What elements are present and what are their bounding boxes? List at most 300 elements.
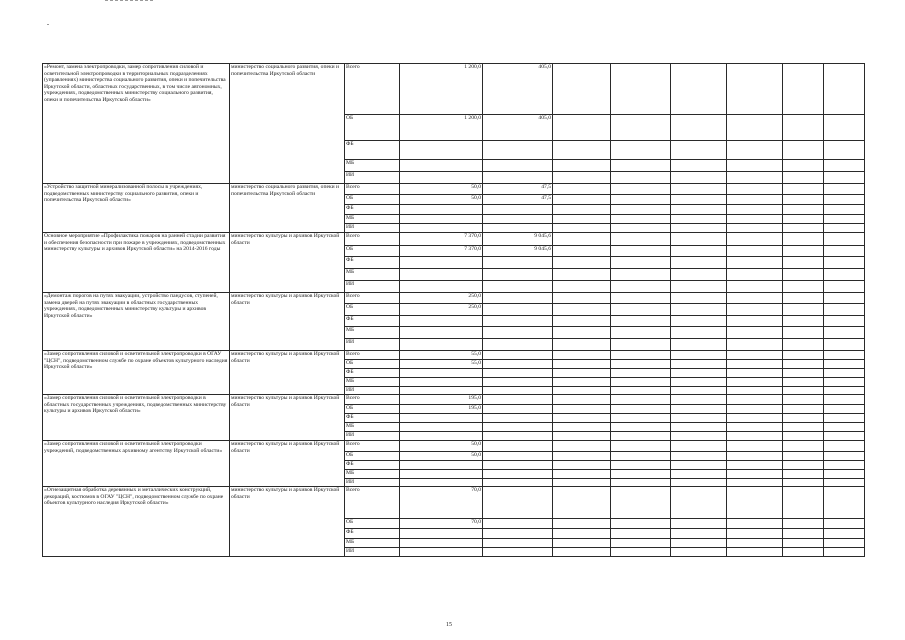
executor: министерство культуры и архивов Иркутской области [230,351,345,395]
event-description: «Замер сопротивления силовой и осветительной электропроводки в ОГАУ "ЦСН", подведомственном службе по охране объектов культурного наследия Иркутской области» [43,351,230,395]
empty-cell [611,64,671,115]
empty-cell [553,233,611,246]
empty-cell [671,414,727,423]
amount-actual [483,160,553,172]
amount-actual [483,487,553,519]
funding-source: Всего [345,233,400,246]
empty-cell [553,115,611,141]
amount-planned [400,479,483,487]
amount-actual [483,387,553,395]
amount-actual [483,172,553,184]
empty-cell [727,519,783,529]
funding-source: МБ [345,160,400,172]
empty-cell [671,539,727,548]
empty-cell [553,378,611,387]
empty-cell [824,414,865,423]
empty-cell [824,387,865,395]
empty-cell [671,233,727,246]
empty-cell [611,195,671,205]
empty-cell [611,360,671,369]
empty-cell [553,184,611,195]
empty-cell [671,423,727,432]
empty-cell [783,369,824,378]
funding-source: ИИ [345,224,400,233]
amount-actual [483,339,553,351]
empty-cell [553,195,611,205]
amount-planned [400,369,483,378]
empty-cell [611,246,671,257]
empty-cell [671,432,727,441]
empty-cell [824,224,865,233]
funding-source: Всего [345,441,400,452]
empty-cell [671,224,727,233]
table-row [43,487,865,519]
empty-cell [783,115,824,141]
funding-source: ФБ [345,529,400,539]
empty-cell [671,215,727,224]
empty-cell [824,195,865,205]
amount-actual: 47,5 [483,195,553,205]
amount-planned: 1 200,0 [400,115,483,141]
empty-cell [824,160,865,172]
empty-cell [783,548,824,557]
empty-cell [783,479,824,487]
empty-cell [824,378,865,387]
empty-cell [671,470,727,479]
funding-source: ИИ [345,281,400,293]
empty-cell [824,441,865,452]
funding-source: ФБ [345,369,400,378]
empty-cell [783,441,824,452]
empty-cell [611,405,671,414]
amount-planned [400,205,483,215]
amount-planned [400,160,483,172]
empty-cell [727,461,783,470]
empty-cell [783,519,824,529]
empty-cell [553,487,611,519]
empty-cell [824,487,865,519]
amount-actual: 9 045,6 [483,246,553,257]
empty-cell [824,172,865,184]
empty-cell [727,487,783,519]
empty-cell [553,369,611,378]
amount-planned: 1 200,0 [400,64,483,115]
empty-cell [727,414,783,423]
funding-source: ОБ [345,519,400,529]
empty-cell [824,461,865,470]
empty-cell [671,378,727,387]
empty-cell [824,269,865,281]
amount-planned: 7 370,0 [400,246,483,257]
empty-cell [824,316,865,327]
empty-cell [783,269,824,281]
funding-source: ИИ [345,548,400,557]
empty-cell [824,246,865,257]
empty-cell [553,215,611,224]
empty-cell [671,369,727,378]
amount-planned: 250,0 [400,304,483,316]
amount-planned: 55,0 [400,351,483,360]
funding-source: ОБ [345,360,400,369]
empty-cell [611,327,671,339]
event-description: «Демонтаж порогов на путях эвакуации, устройство пандусов, ступеней, замена дверей на путях эвакуации в областных государственных учреждениях, подведомственных министерству культуры и архивов Иркутской области» [43,293,230,351]
amount-actual [483,423,553,432]
empty-cell [611,487,671,519]
empty-cell [824,432,865,441]
empty-cell [611,172,671,184]
empty-cell [727,351,783,360]
executor: министерство культуры и архивов Иркутской области [230,487,345,557]
empty-cell [727,529,783,539]
scan-artifact-dot [47,24,49,25]
funding-source: МБ [345,269,400,281]
empty-cell [553,470,611,479]
event-description: «Замер сопротивления силовой и осветительной электропроводки учреждений, подведомственных архивному агентству Иркутской области» [43,441,230,487]
funding-source: ОБ [345,246,400,257]
empty-cell [727,141,783,160]
empty-cell [783,327,824,339]
amount-actual [483,281,553,293]
funding-source: ФБ [345,205,400,215]
event-description: «Устройство защитной минерализованной полосы в учреждениях, подведомственных министерству социального развития, опеки и попечительства Иркутской области» [43,184,230,233]
empty-cell [824,205,865,215]
empty-cell [783,215,824,224]
empty-cell [611,432,671,441]
empty-cell [553,479,611,487]
empty-cell [783,293,824,304]
empty-cell [783,360,824,369]
amount-actual [483,539,553,548]
empty-cell [611,141,671,160]
empty-cell [611,395,671,405]
empty-cell [727,339,783,351]
amount-planned [400,281,483,293]
amount-actual [483,360,553,369]
empty-cell [824,233,865,246]
empty-cell [824,215,865,224]
empty-cell [611,479,671,487]
funding-source: ОБ [345,304,400,316]
empty-cell [611,184,671,195]
amount-planned: 50,0 [400,195,483,205]
empty-cell [727,316,783,327]
empty-cell [824,452,865,461]
amount-actual [483,316,553,327]
amount-actual [483,519,553,529]
empty-cell [671,387,727,395]
executor: министерство культуры и архивов Иркутской области [230,233,345,293]
empty-cell [611,414,671,423]
empty-cell [611,369,671,378]
empty-cell [553,405,611,414]
funding-source: ИИ [345,172,400,184]
empty-cell [671,172,727,184]
empty-cell [824,519,865,529]
amount-planned [400,378,483,387]
empty-cell [824,395,865,405]
budget-table [42,63,865,557]
empty-cell [671,441,727,452]
empty-cell [824,257,865,269]
empty-cell [553,172,611,184]
empty-cell [671,360,727,369]
amount-actual: 405,0 [483,115,553,141]
funding-source: Всего [345,293,400,304]
empty-cell [671,269,727,281]
empty-cell [727,195,783,205]
empty-cell [824,360,865,369]
empty-cell [727,215,783,224]
empty-cell [783,351,824,360]
empty-cell [671,115,727,141]
empty-cell [824,529,865,539]
empty-cell [611,281,671,293]
empty-cell [783,378,824,387]
amount-planned [400,423,483,432]
empty-cell [727,479,783,487]
empty-cell [783,405,824,414]
empty-cell [727,160,783,172]
empty-cell [553,414,611,423]
empty-cell [783,172,824,184]
funding-source: ОБ [345,452,400,461]
empty-cell [611,205,671,215]
event-description: Основное мероприятие «Профилактика пожаров на ранней стадии развития и обеспечения безопасности при пожаре в учреждениях, подведомственных министерству культуры и архивов Иркутской области» на 2014-2016 годы [43,233,230,293]
event-description: «Огнезащитная обработка деревянных и металлических конструкций, декораций, костюмов в ОГАУ "ЦСН", подведомственном службе по охране объектов культурного наследия Иркутской области» [43,487,230,557]
empty-cell [671,64,727,115]
empty-cell [727,548,783,557]
executor: министерство культуры и архивов Иркутской области [230,293,345,351]
empty-cell [611,339,671,351]
empty-cell [727,378,783,387]
table-row [43,395,865,405]
empty-cell [824,470,865,479]
executor: министерство социального развития, опеки и попечительства Иркутской области [230,184,345,233]
empty-cell [553,529,611,539]
amount-planned: 7 370,0 [400,233,483,246]
amount-actual: 405,0 [483,64,553,115]
empty-cell [553,441,611,452]
empty-cell [611,233,671,246]
empty-cell [783,205,824,215]
amount-planned [400,316,483,327]
table-body [43,64,865,557]
empty-cell [783,304,824,316]
amount-actual [483,293,553,304]
empty-cell [671,316,727,327]
amount-planned: 70,0 [400,519,483,529]
empty-cell [727,441,783,452]
amount-actual [483,327,553,339]
empty-cell [783,452,824,461]
amount-actual [483,432,553,441]
empty-cell [824,423,865,432]
empty-cell [783,432,824,441]
amount-actual [483,215,553,224]
empty-cell [671,184,727,195]
empty-cell [824,351,865,360]
empty-cell [824,64,865,115]
empty-cell [611,441,671,452]
empty-cell [611,470,671,479]
empty-cell [671,327,727,339]
empty-cell [553,141,611,160]
event-description: «Ремонт, замена электропроводки, замер сопротивления силовой и осветительной электропроводки в территориальных подразделениях (управлениях) министерства социального развития, опеки и попечительства Иркутской области, областных государственных, в том числе автономных, учреждениях, подведомственных министерству социального развития, опеки и попечительства Иркутской области» [43,64,230,184]
empty-cell [553,316,611,327]
empty-cell [611,316,671,327]
empty-cell [553,224,611,233]
amount-actual [483,378,553,387]
amount-actual [483,529,553,539]
empty-cell [783,246,824,257]
funding-source: Всего [345,184,400,195]
empty-cell [611,224,671,233]
empty-cell [727,452,783,461]
empty-cell [553,257,611,269]
empty-cell [611,215,671,224]
empty-cell [727,233,783,246]
empty-cell [553,269,611,281]
empty-cell [553,539,611,548]
empty-cell [783,141,824,160]
amount-planned: 250,0 [400,293,483,304]
empty-cell [824,405,865,414]
funding-source: ОБ [345,115,400,141]
funding-source: МБ [345,215,400,224]
amount-actual: 9 045,6 [483,233,553,246]
empty-cell [727,395,783,405]
funding-source: ОБ [345,405,400,414]
empty-cell [553,432,611,441]
funding-source: ИИ [345,339,400,351]
empty-cell [671,304,727,316]
amount-actual [483,304,553,316]
table-row [43,233,865,246]
amount-actual [483,205,553,215]
amount-planned: 195,0 [400,405,483,414]
table-row [43,293,865,304]
amount-actual [483,405,553,414]
empty-cell [553,304,611,316]
funding-source: МБ [345,423,400,432]
empty-cell [611,293,671,304]
empty-cell [611,304,671,316]
funding-source: ИИ [345,432,400,441]
empty-cell [611,461,671,470]
amount-actual [483,141,553,160]
amount-planned [400,269,483,281]
amount-planned [400,470,483,479]
empty-cell [824,479,865,487]
amount-planned [400,548,483,557]
empty-cell [553,64,611,115]
empty-cell [727,304,783,316]
funding-source: МБ [345,327,400,339]
page-number: 15 [446,622,452,628]
amount-actual [483,479,553,487]
empty-cell [783,316,824,327]
empty-cell [824,184,865,195]
empty-cell [611,115,671,141]
funding-source: Всего [345,395,400,405]
empty-cell [824,293,865,304]
empty-cell [727,432,783,441]
empty-cell [727,369,783,378]
empty-cell [727,470,783,479]
empty-cell [671,339,727,351]
empty-cell [671,246,727,257]
amount-actual [483,452,553,461]
empty-cell [671,529,727,539]
empty-cell [727,293,783,304]
empty-cell [727,539,783,548]
empty-cell [611,452,671,461]
amount-planned [400,215,483,224]
funding-source: МБ [345,470,400,479]
empty-cell [553,360,611,369]
amount-actual [483,257,553,269]
funding-source: ФБ [345,461,400,470]
amount-planned [400,172,483,184]
amount-actual: 47,5 [483,184,553,195]
amount-planned [400,414,483,423]
empty-cell [783,387,824,395]
empty-cell [824,539,865,548]
amount-planned [400,529,483,539]
funding-source: ОБ [345,195,400,205]
empty-cell [727,257,783,269]
empty-cell [611,269,671,281]
funding-source: Всего [345,64,400,115]
empty-cell [783,461,824,470]
empty-cell [671,452,727,461]
empty-cell [727,405,783,414]
amount-planned: 195,0 [400,395,483,405]
amount-planned: 70,0 [400,487,483,519]
empty-cell [611,539,671,548]
amount-actual [483,351,553,360]
empty-cell [671,351,727,360]
amount-planned [400,432,483,441]
amount-actual [483,369,553,378]
funding-source: ФБ [345,316,400,327]
amount-actual [483,548,553,557]
empty-cell [611,529,671,539]
funding-source: ФБ [345,257,400,269]
empty-cell [727,172,783,184]
empty-cell [824,304,865,316]
amount-planned [400,461,483,470]
empty-cell [553,327,611,339]
empty-cell [727,360,783,369]
table-row [43,441,865,452]
empty-cell [671,293,727,304]
amount-planned [400,224,483,233]
executor: министерство социального развития, опеки и попечительства Иркутской области [230,64,345,184]
empty-cell [727,246,783,257]
empty-cell [611,548,671,557]
empty-cell [783,224,824,233]
empty-cell [727,224,783,233]
empty-cell [671,395,727,405]
scan-artifact-line [105,0,153,2]
empty-cell [553,246,611,257]
empty-cell [783,160,824,172]
empty-cell [783,395,824,405]
empty-cell [727,327,783,339]
empty-cell [783,257,824,269]
amount-planned [400,387,483,395]
